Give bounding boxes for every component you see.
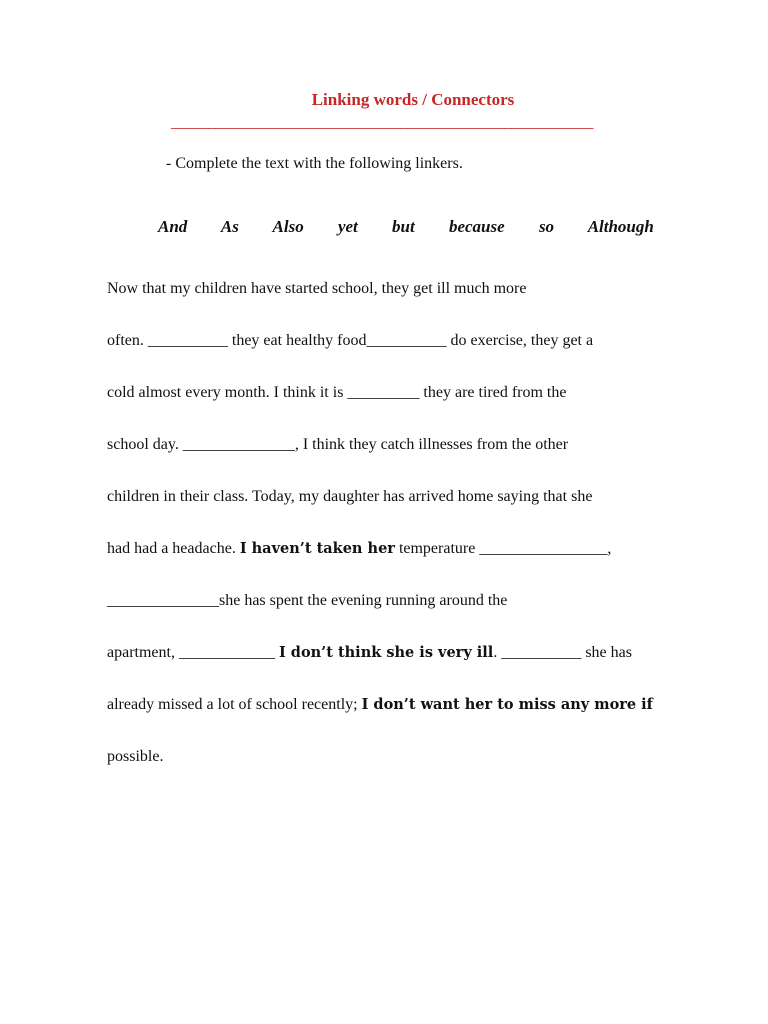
text-line	[107, 540, 611, 558]
text-line: often. __________ they eat healthy food__________ do exercise, they get a	[107, 332, 594, 349]
text-line	[107, 696, 653, 714]
bold-phrase: I haven’t taken her	[239, 540, 395, 557]
text-segment: already missed a lot of school recently;	[107, 696, 362, 713]
linker-word: As	[220, 217, 239, 236]
title-underline: _________________________________________________________	[171, 114, 593, 131]
text-segment: . __________ she has	[493, 644, 632, 661]
page-title: Linking words / Connectors	[311, 90, 515, 109]
text-line: school day. ______________, I think they catch illnesses from the other	[107, 436, 569, 453]
text-line: possible.	[107, 748, 164, 765]
text-segment: had had a headache.	[107, 540, 240, 557]
text-line: ______________she has spent the evening running around the	[107, 592, 508, 609]
text-line	[107, 644, 632, 662]
linker-word: And	[158, 217, 188, 236]
bold-phrase: I don’t think she is very ill	[278, 644, 494, 661]
linker-word: yet	[337, 217, 358, 236]
text-line: Now that my children have started school, they get ill much more	[107, 280, 527, 297]
text-line: children in their class. Today, my daughter has arrived home saying that she	[107, 488, 593, 505]
text-line: cold almost every month. I think it is _________ they are tired from the	[107, 384, 567, 401]
instruction-text: - Complete the text with the following linkers.	[166, 155, 463, 172]
bold-phrase: I don’t want her to miss any more if	[361, 696, 653, 713]
linker-word: because	[448, 217, 505, 236]
linker-word: Although	[587, 217, 654, 236]
text-segment: apartment, ____________	[107, 644, 279, 661]
linker-word: but	[392, 217, 415, 236]
linkers-list	[158, 217, 654, 237]
linker-word: Also	[272, 217, 304, 236]
linker-word: so	[538, 217, 555, 236]
text-segment: temperature ________________,	[394, 540, 612, 557]
